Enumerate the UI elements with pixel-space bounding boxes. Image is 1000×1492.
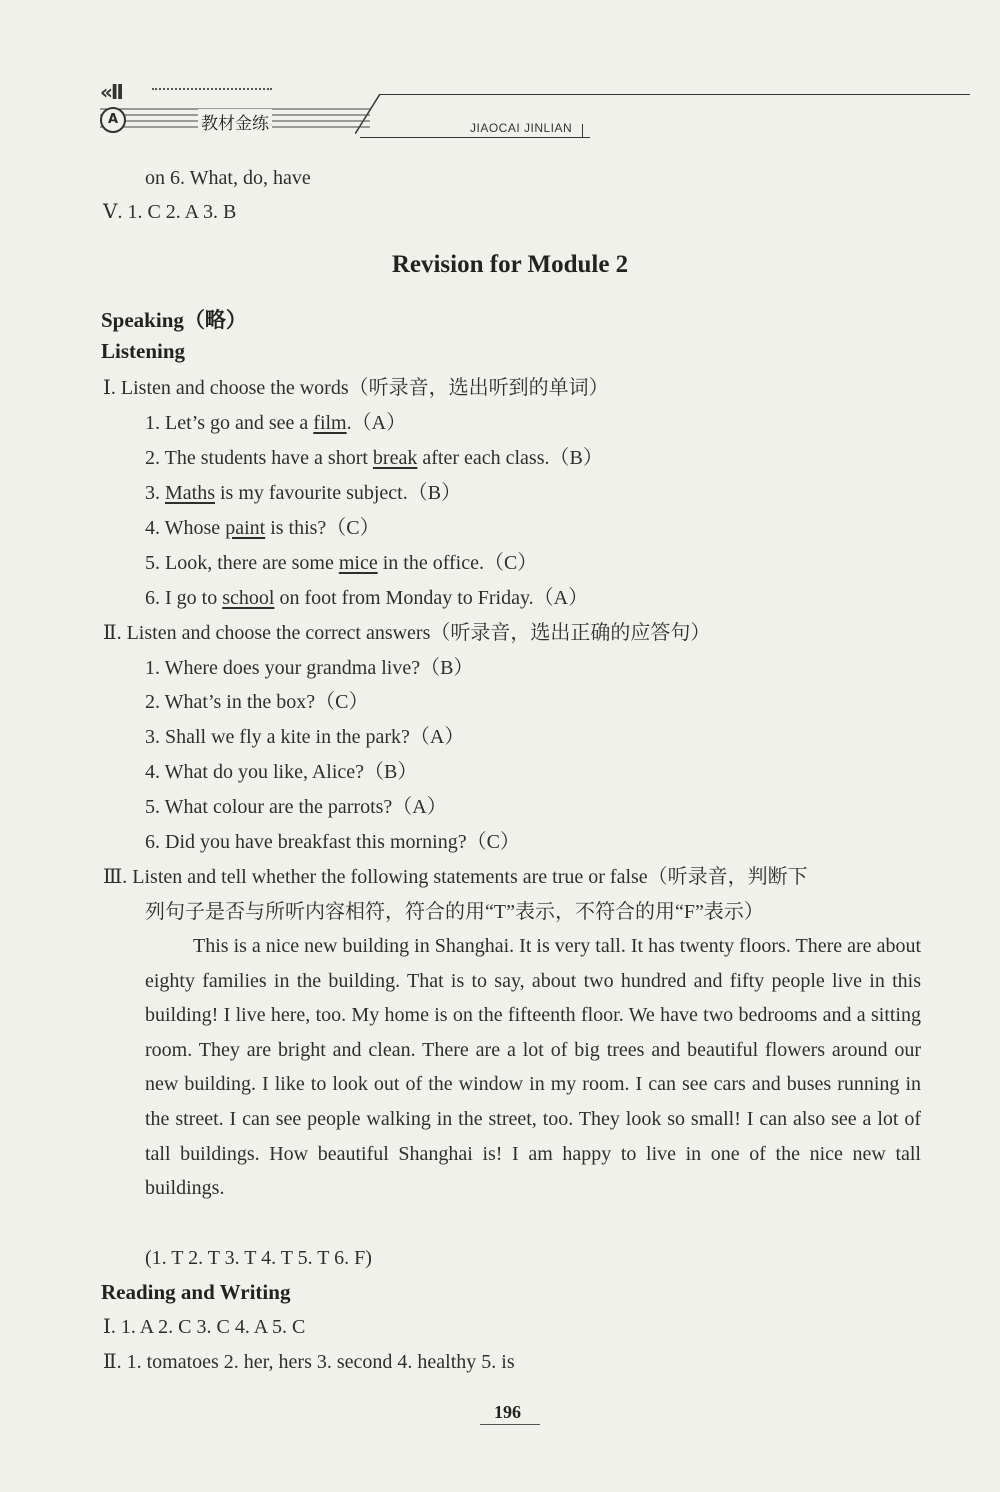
underlined-word: school [222,587,275,609]
page-header [0,0,1000,150]
item-text: 1. Let’s go and see a [145,412,314,434]
item-text: 2. The students have a short [145,447,373,469]
header-tick [582,124,583,137]
section-listening: Listening [101,339,186,363]
section-reading-writing: Reading and Writing [101,1280,291,1304]
header-badge: A [100,107,126,133]
underlined-word: break [372,447,418,469]
prev-answer-line-v: Ⅴ. 1. C 2. A 3. B [103,201,237,223]
part2-heading: Ⅱ. Listen and choose the correct answers（听录音，选出正确的应答句） [103,622,711,644]
item-text: 5. Look, there are some [145,552,339,574]
part1-item [145,481,461,505]
item-text: 3. [145,482,165,504]
part2-item: 3. Shall we fly a kite in the park?（A） [145,726,465,748]
part1-item [145,446,603,470]
header-arrows: «II [100,80,122,104]
item-answer: is this?（C） [265,517,380,539]
underlined-word: mice [338,552,378,574]
item-answer: is my favourite subject.（B） [215,482,462,504]
item-answer: in the office.（C） [377,552,538,574]
header-cn-title: 教材金练 [198,109,272,134]
part1-item [145,551,537,575]
underlined-word: Maths [165,482,215,504]
item-answer: .（A） [346,412,407,434]
header-en-title: JIAOCAI JINLIAN [470,121,573,135]
item-text: 4. Whose [145,517,226,539]
part1-item [145,411,406,435]
part1-item [145,516,380,540]
part1-item [145,586,588,610]
part3-answers: (1. T 2. T 3. T 4. T 5. T 6. F) [145,1247,372,1269]
part2-item: 6. Did you have breakfast this morning?（C） [145,831,520,853]
item-text: 6. I go to [145,587,223,609]
part1-heading: Ⅰ. Listen and choose the words（听录音，选出听到的单词） [103,377,609,399]
item-answer: on foot from Monday to Friday.（A） [274,587,589,609]
header-dotted-line [152,88,272,90]
listening-passage: This is a nice new building in Shanghai. It is very tall. It has twenty floors. There are about eighty families in the building. That is to say, about two hundred and fifty people live in this building! I live here, too. My home is on the fifteenth floor. We have two bedrooms and a sitting room. They are bright and clean. There are a lot of big trees and beautiful flowers around our new building. I like to look out of the window in my room. I can see cars and buses running in the street. I can see people walking in the street, too. They look so small! I can also see a lot of tall buildings. How beautiful Shanghai is! I am happy to live in one of the nice new tall buildings. [145,935,921,1200]
underlined-word: paint [225,517,266,539]
reading-answers-2: Ⅱ. 1. tomatoes 2. her, hers 3. second 4. healthy 5. is [103,1351,515,1373]
part3-heading: Ⅲ. Listen and tell whether the following statements are true or false（听录音，判断下 [103,866,808,888]
page-number-rule [480,1424,540,1433]
page-title: Revision for Module 2 [391,251,629,278]
section-speaking: Speaking（略） [101,308,247,332]
item-answer: after each class.（B） [417,447,603,469]
header-rule-bottom [360,137,590,138]
part2-item: 4. What do you like, Alice?（B） [145,761,418,783]
header-rule-top [380,94,970,95]
part3-heading-cont: 列句子是否与所听内容相符，符合的用“T”表示，不符合的用“F”表示） [145,901,764,923]
part2-item: 1. Where does your grandma live?（B） [145,657,474,679]
prev-answer-line: on 6. What, do, have [145,167,311,189]
page-number: 196 [494,1402,521,1422]
reading-answers-1: Ⅰ. 1. A 2. C 3. C 4. A 5. C [103,1316,306,1338]
part2-item: 2. What’s in the box?（C） [145,691,369,713]
underlined-word: film [313,412,347,434]
part2-item: 5. What colour are the parrots?（A） [145,796,447,818]
